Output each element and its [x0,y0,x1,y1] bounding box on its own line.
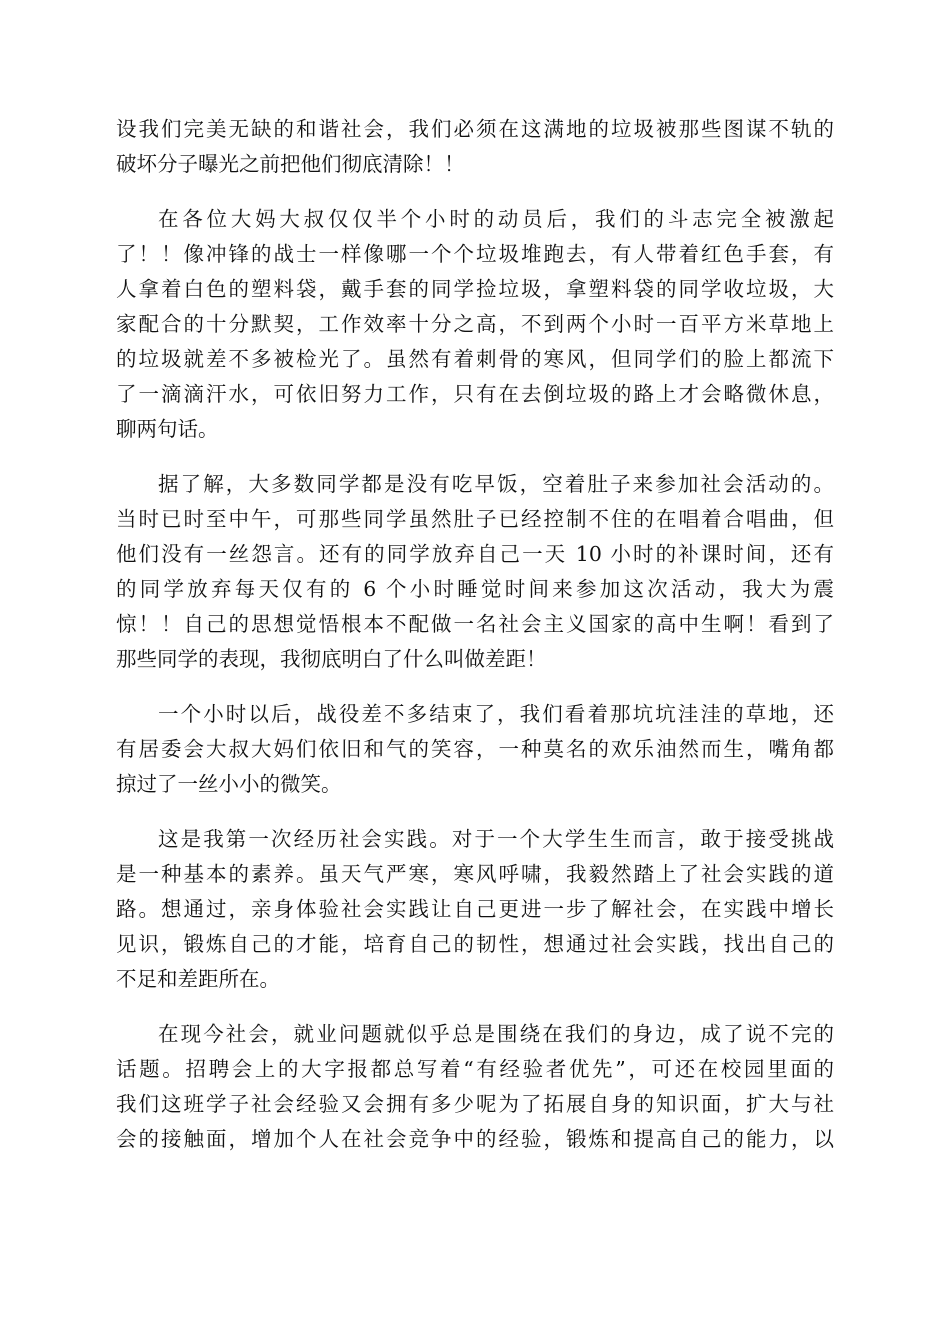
paragraph-first-practice [116,822,834,997]
text-line: 据了解，大多数同学都是没有吃早饭，空着肚子来参加社会活动的。 [158,472,834,496]
text-line: 当时已时至中午，可那些同学虽然肚子已经控制不住的在唱着合唱曲，但 [116,507,834,531]
text-line: 的垃圾就差不多被检光了。虽然有着刺骨的寒风，但同学们的脸上都流下 [116,347,834,371]
text-line: 他们没有一丝怨言。还有的同学放弃自己一天 10 小时的补课时间，还有 [116,542,834,566]
text-line: 在各位大妈大叔仅仅半个小时的动员后，我们的斗志完全被激起 [158,207,834,231]
text-line: 会的接触面，增加个人在社会竞争中的经验，锻炼和提高自己的能力，以 [116,1127,834,1151]
text-line: 一个小时以后，战役差不多结束了，我们看着那坑坑洼洼的草地，还 [158,702,834,726]
text-line: 那些同学的表现，我彻底明白了什么叫做差距！ [116,647,547,671]
text-line: 了一滴滴汗水，可依旧努力工作，只有在去倒垃圾的路上才会略微休息， [116,382,834,406]
paragraph-continued [116,112,834,182]
text-line: 家配合的十分默契，工作效率十分之高，不到两个小时一百平方米草地上 [116,312,834,336]
text-line: 了！！像冲锋的战士一样像哪一个个垃圾堆跑去，有人带着红色手套，有 [116,242,834,266]
text-line: 破坏分子曝光之前把他们彻底清除！！ [116,152,465,176]
text-line: 在现今社会，就业问题就似乎总是围绕在我们的身边，成了说不完的 [158,1022,834,1046]
text-line: 掠过了一丝小小的微笑。 [116,772,342,796]
text-line: 不足和差距所在。 [116,967,280,991]
text-line: 设我们完美无缺的和谐社会，我们必须在这满地的垃圾被那些图谋不轨的 [116,117,834,141]
text-line: 的同学放弃每天仅有的 6 个小时睡觉时间来参加这次活动，我大为震 [116,577,834,601]
text-line: 聊两句话。 [116,417,219,441]
paragraph-ending [116,697,834,802]
text-line: 是一种基本的素养。虽天气严寒，寒风呼啸，我毅然踏上了社会实践的道 [116,862,834,886]
text-line: 有居委会大叔大妈们依旧和气的笑容，一种莫名的欢乐油然而生，嘴角都 [116,737,834,761]
text-line: 路。想通过，亲身体验社会实践让自己更进一步了解社会，在实践中增长 [116,897,834,921]
text-line: 见识，锻炼自己的才能，培育自己的韧性，想通过社会实践，找出自己的 [116,932,834,956]
paragraph-mobilization [116,202,834,447]
paragraph-breakfast [116,467,834,677]
text-line: 话题。招聘会上的大字报都总写着“有经验者优先”，可还在校园里面的 [116,1057,834,1081]
paragraph-employment [116,1017,834,1157]
document-page [116,112,834,1157]
text-line: 惊！！自己的思想觉悟根本不配做一名社会主义国家的高中生啊！看到了 [116,612,834,636]
text-line: 这是我第一次经历社会实践。对于一个大学生生而言，敢于接受挑战 [158,827,834,851]
text-line: 我们这班学子社会经验又会拥有多少呢为了拓展自身的知识面，扩大与社 [116,1092,834,1116]
text-line: 人拿着白色的塑料袋，戴手套的同学捡垃圾，拿塑料袋的同学收垃圾，大 [116,277,834,301]
